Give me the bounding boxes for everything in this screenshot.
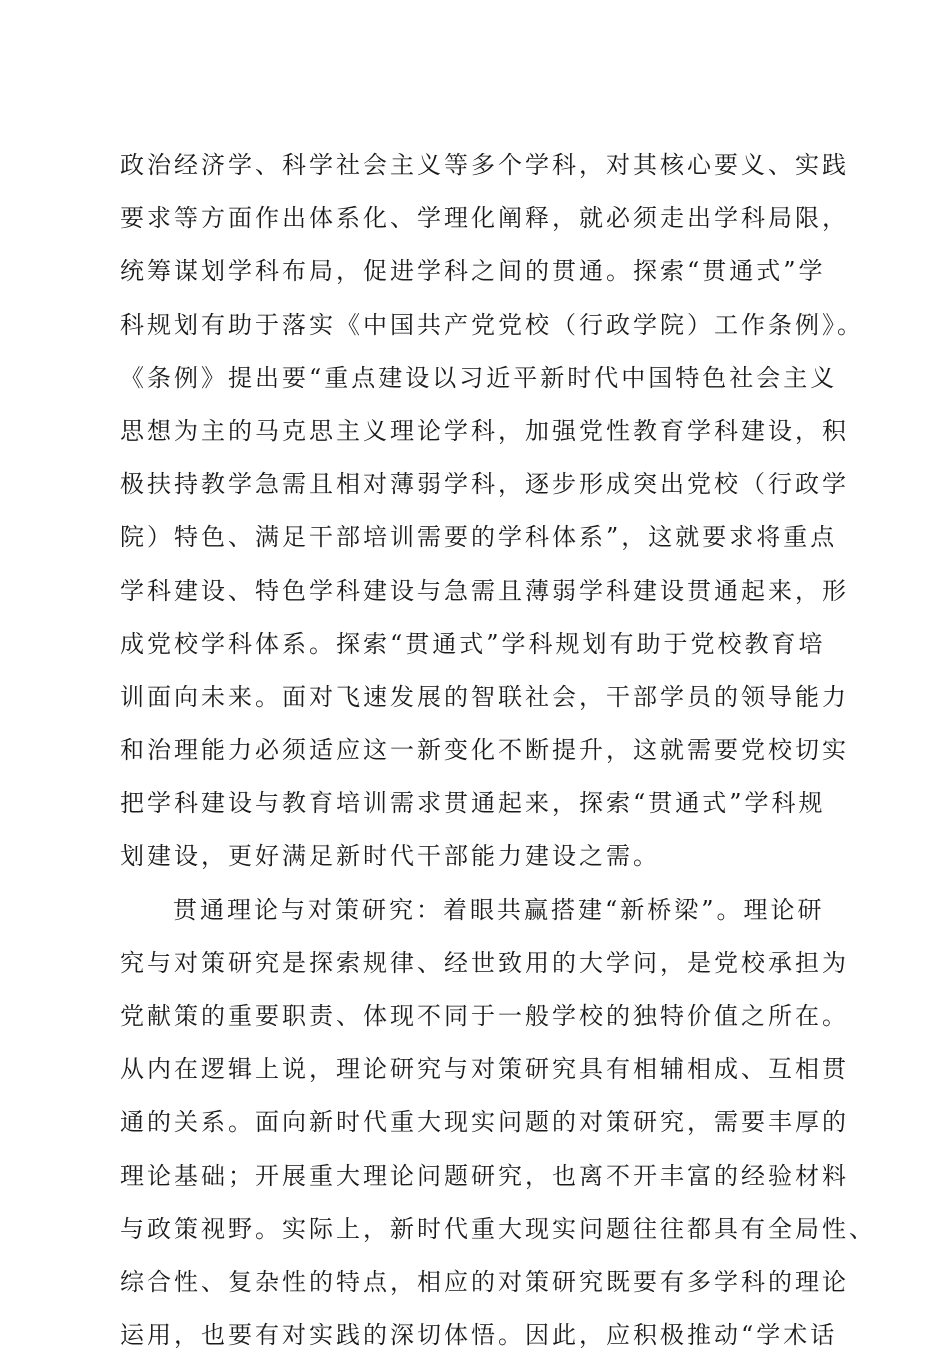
text-line: 院）特色、满足干部培训需要的学科体系”，这就要求将重点 xyxy=(120,523,838,552)
text-line: 理论基础；开展重大理论问题研究，也离不开丰富的经验材料 xyxy=(120,1161,849,1190)
text-line: 和治理能力必须适应这一新变化不断提升，这就需要党校切实 xyxy=(120,736,849,765)
paragraph-start-line: 贯通理论与对策研究：着眼共赢搭建“新桥梁”。理论研 xyxy=(173,895,825,924)
text-line: 从内在逻辑上说，理论研究与对策研究具有相辅相成、互相贯 xyxy=(120,1055,849,1084)
text-line: 与政策视野。实际上，新时代重大现实问题往往都具有全局性、 xyxy=(120,1214,876,1243)
text-line: 综合性、复杂性的特点，相应的对策研究既要有多学科的理论 xyxy=(120,1267,849,1296)
text-line: 究与对策研究是探索规律、经世致用的大学问，是党校承担为 xyxy=(120,948,849,977)
text-line: 学科建设、特色学科建设与急需且薄弱学科建设贯通起来，形 xyxy=(120,576,849,605)
text-line: 党献策的重要职责、体现不同于一般学校的独特价值之所在。 xyxy=(120,1002,849,1030)
text-line: 运用，也要有对实践的深切体悟。因此，应积极推动“学术话 xyxy=(120,1321,838,1350)
text-line: 科规划有助于落实《中国共产党党校（行政学院）工作条例》。 xyxy=(120,310,864,339)
text-line: 思想为主的马克思主义理论学科，加强党性教育学科建设，积 xyxy=(120,416,849,445)
text-line: 成党校学科体系。探索“贯通式”学科规划有助于党校教育培 xyxy=(120,629,826,658)
text-line: 《条例》提出要“重点建设以习近平新时代中国特色社会主义 xyxy=(120,363,838,392)
text-line: 极扶持教学急需且相对薄弱学科，逐步形成突出党校（行政学 xyxy=(120,470,849,499)
text-line: 统筹谋划学科布局，促进学科之间的贯通。探索“贯通式”学 xyxy=(120,257,826,286)
text-line: 把学科建设与教育培训需求贯通起来，探索“贯通式”学科规 xyxy=(120,789,826,818)
text-line: 训面向未来。面对飞速发展的智联社会，干部学员的领导能力 xyxy=(120,682,849,711)
text-line: 要求等方面作出体系化、学理化阐释，就必须走出学科局限， xyxy=(120,204,849,233)
text-line: 通的关系。面向新时代重大现实问题的对策研究，需要丰厚的 xyxy=(120,1108,849,1137)
text-line: 划建设，更好满足新时代干部能力建设之需。 xyxy=(120,842,660,871)
body-text xyxy=(120,139,876,1362)
text-line: 政治经济学、科学社会主义等多个学科，对其核心要义、实践 xyxy=(120,151,849,179)
